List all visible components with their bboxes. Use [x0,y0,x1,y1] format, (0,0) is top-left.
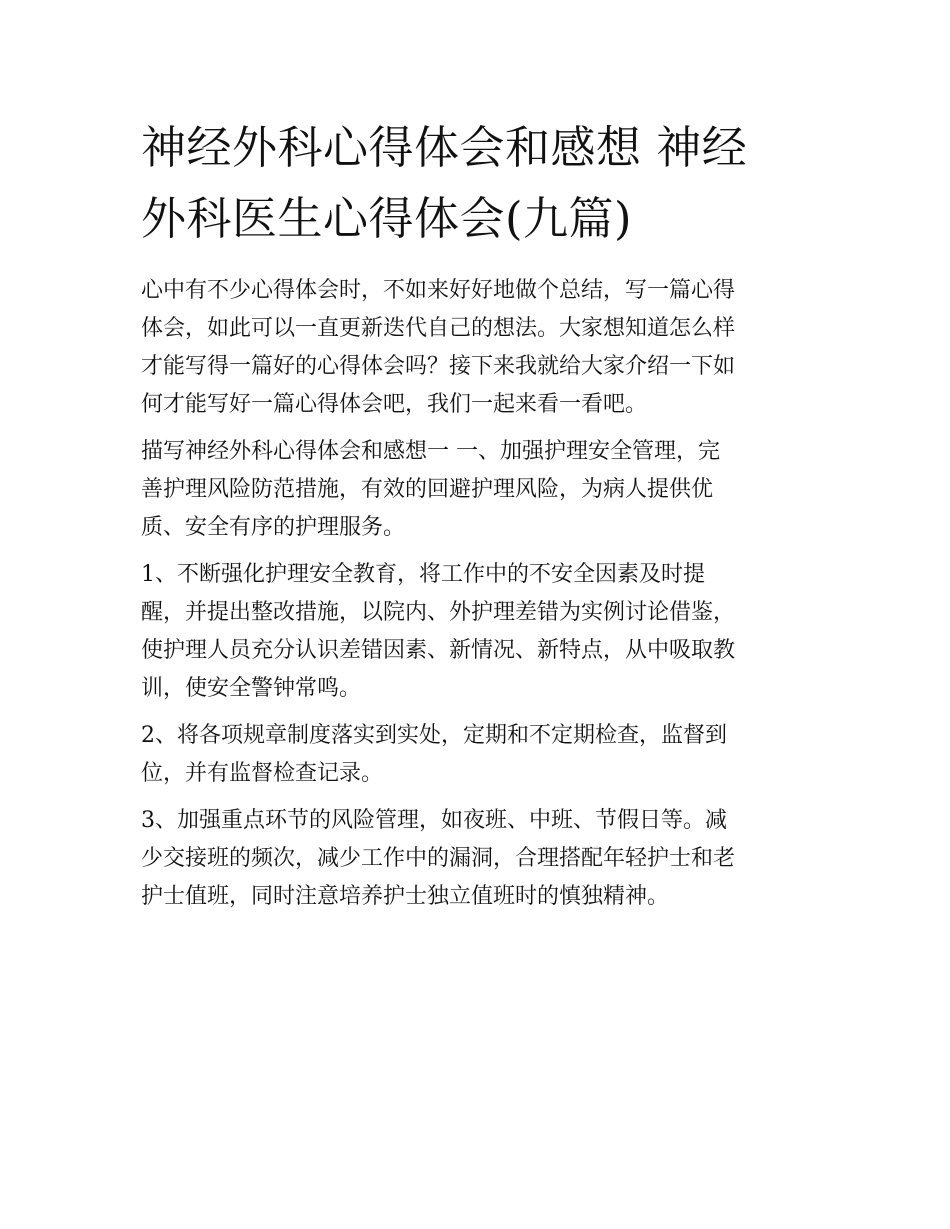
paragraph-line: 1、不断强化护理安全教育，将工作中的不安全因素及时提 [141,562,705,587]
paragraph-line: 少交接班的频次，减少工作中的漏洞，合理搭配年轻护士和老 [141,846,736,871]
paragraph-line: 2、将各项规章制度落实到实处，定期和不定期检查，监督到 [141,723,727,748]
paragraph-line: 质、安全有序的护理服务。 [141,515,406,540]
paragraph-line: 描写神经外科心得体会和感想一 一、加强护理安全管理，完 [141,439,720,464]
paragraph-line: 才能写得一篇好的心得体会吗？接下来我就给大家介绍一下如 [141,354,736,379]
paragraph-section-one [141,433,821,547]
paragraph-line: 心中有不少心得体会时，不如来好好地做个总结，写一篇心得 [141,278,736,303]
document-title [141,112,821,254]
paragraph-line: 何才能写好一篇心得体会吧，我们一起来看一看吧。 [141,392,648,417]
paragraph-line: 善护理风险防范措施，有效的回避护理风险，为病人提供优 [141,477,714,502]
paragraph-item-3 [141,802,821,916]
paragraph-line: 体会，如此可以一直更新迭代自己的想法。大家想知道怎么样 [141,316,736,341]
title-line: 外科医生心得体会(九篇) [141,192,633,245]
paragraph-item-1 [141,556,821,708]
paragraph-line: 位，并有监督检查记录。 [141,761,384,786]
paragraph-line: 训，使安全警钟常鸣。 [141,676,362,701]
paragraph-line: 使护理人员充分认识差错因素、新情况、新特点，从中吸取教 [141,638,736,663]
paragraph-intro [141,272,821,424]
paragraph-item-2 [141,717,821,793]
document-content [141,112,821,925]
title-line: 神经外科心得体会和感想 神经 [141,121,748,174]
paragraph-line: 醒，并提出整改措施，以院内、外护理差错为实例讨论借鉴， [141,600,736,625]
paragraph-line: 护士值班，同时注意培养护士独立值班时的慎独精神。 [141,884,670,909]
paragraph-line: 3、加强重点环节的风险管理，如夜班、中班、节假日等。减 [141,808,727,833]
